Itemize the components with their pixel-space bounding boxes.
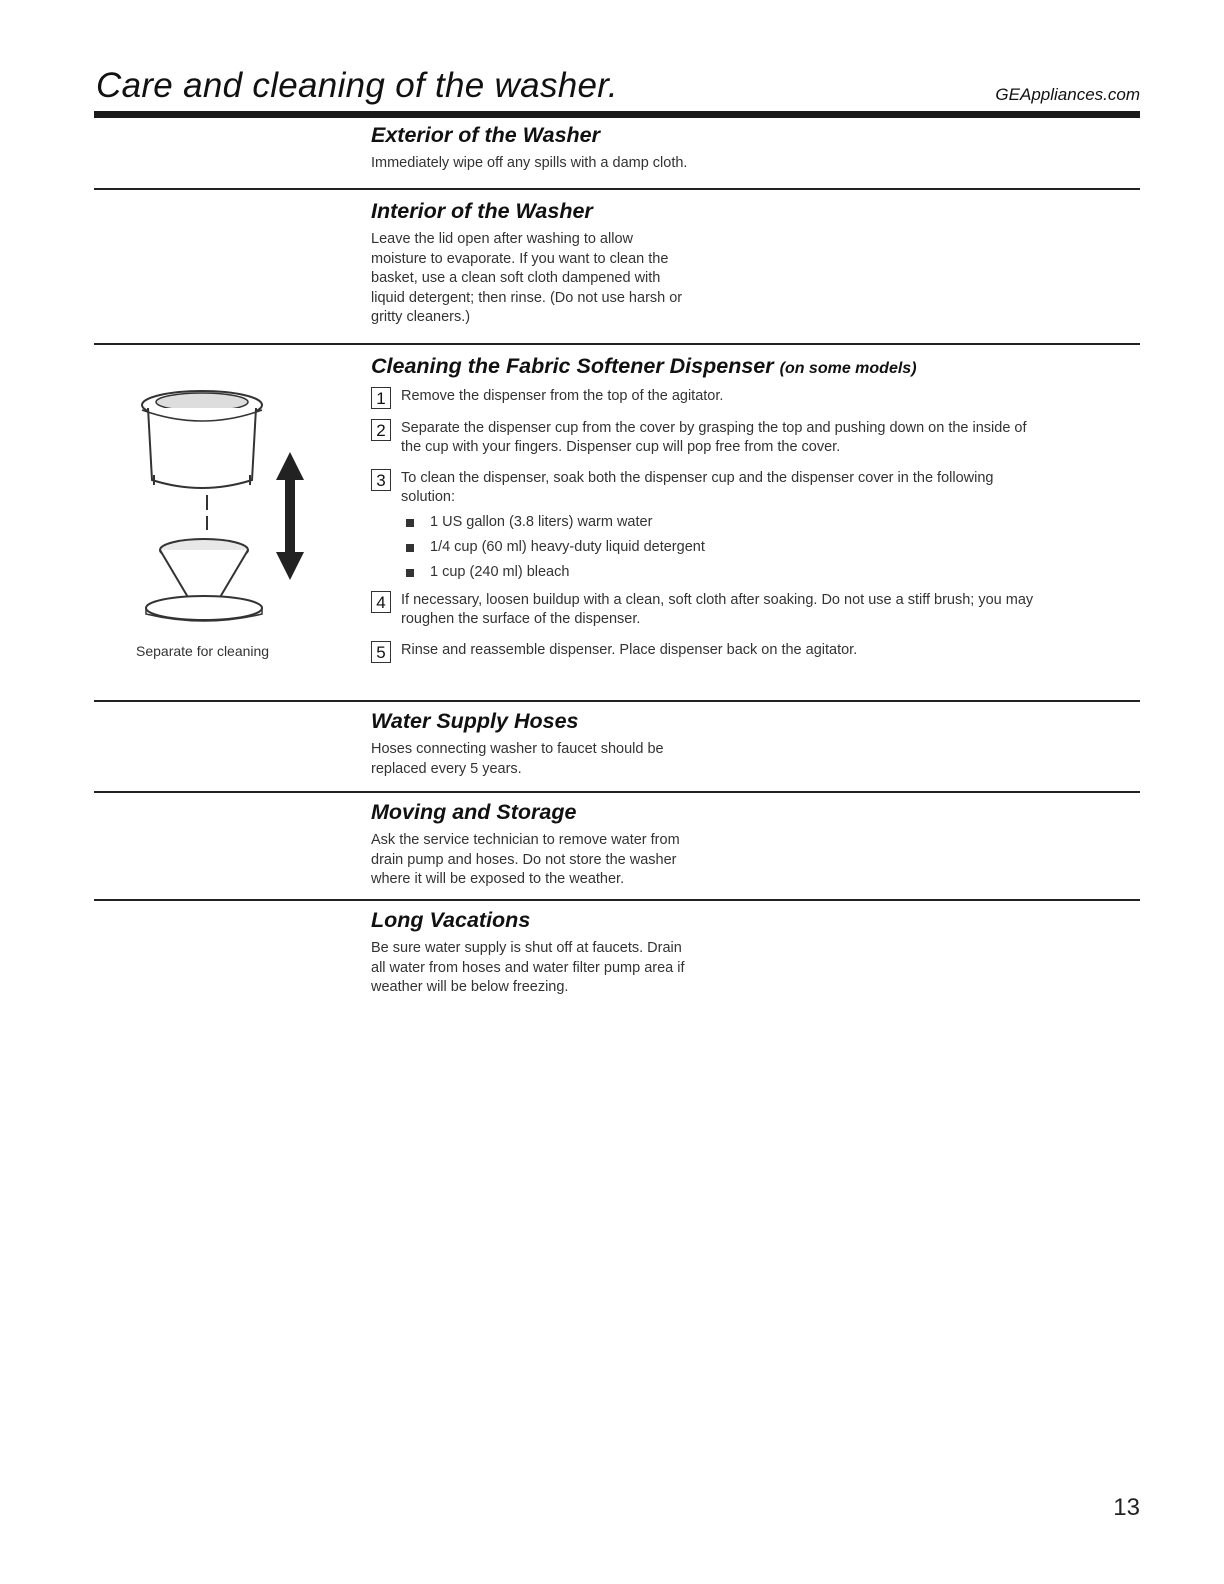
dispenser-illustration xyxy=(140,380,310,640)
section-hoses xyxy=(371,709,1131,779)
step-number: 2 xyxy=(371,419,391,441)
step-4: 4 If necessary, loosen buildup with a clean, soft cloth after soaking. Do not use a stiff brush; you may roughen the surface of the dispenser. xyxy=(371,591,1131,630)
step-number: 1 xyxy=(371,387,391,409)
section-text: Immediately wipe off any spills with a damp cloth. xyxy=(371,155,688,171)
page-number: 13 xyxy=(1113,1494,1140,1521)
section-title: Cleaning the Fabric Softener Dispenser (on some models) xyxy=(371,354,917,378)
section-dispenser xyxy=(371,354,1131,660)
list-item: 1/4 cup (60 ml) heavy-duty liquid detergent xyxy=(406,535,1131,560)
step-3: 3 To clean the dispenser, soak both the dispenser cup and the dispenser cover in the following solution: xyxy=(371,469,1131,508)
site-url: GEAppliances.com xyxy=(995,85,1140,104)
divider xyxy=(94,700,1140,702)
illustration-caption: Separate for cleaning xyxy=(136,643,270,659)
section-text: Leave the lid open after washing to allow moisture to evaporate. If you want to clean the basket, use a clean soft cloth dampened with liquid detergent; then rinse. (Do not use harsh or gritty cleaners.) xyxy=(371,231,683,325)
step-number: 5 xyxy=(371,641,391,663)
step-2: 2 Separate the dispenser cup from the cover by grasping the top and pushing down on the inside of the cup with your fingers. Dispenser cup will pop free from the cover. xyxy=(371,419,1131,458)
divider xyxy=(94,343,1140,345)
header-rule xyxy=(94,111,1140,118)
section-vacations xyxy=(371,908,1131,998)
step-number: 3 xyxy=(371,469,391,491)
section-interior xyxy=(371,199,1131,328)
section-title: Interior of the Washer xyxy=(371,199,593,223)
list-item: 1 cup (240 ml) bleach xyxy=(406,560,1131,585)
section-title: Exterior of the Washer xyxy=(371,123,600,147)
section-title: Moving and Storage xyxy=(371,800,577,824)
section-exterior xyxy=(371,123,1131,174)
section-text: Ask the service technician to remove water from drain pump and hoses. Do not store the washer where it will be exposed to the weather. xyxy=(371,832,680,887)
section-text: Hoses connecting washer to faucet should be replaced every 5 years. xyxy=(371,741,664,777)
step-5: 5 Rinse and reassemble dispenser. Place dispenser back on the agitator. xyxy=(371,641,1131,661)
solution-list xyxy=(371,510,1131,585)
step-number: 4 xyxy=(371,591,391,613)
divider xyxy=(94,188,1140,190)
list-item: 1 US gallon (3.8 liters) warm water xyxy=(406,510,1131,535)
section-title: Water Supply Hoses xyxy=(371,709,579,733)
page-title: Care and cleaning of the washer. xyxy=(96,66,618,105)
section-title: Long Vacations xyxy=(371,908,531,932)
divider xyxy=(94,899,1140,901)
section-text: Be sure water supply is shut off at faucets. Drain all water from hoses and water filter pump area if weather will be below freezing. xyxy=(371,940,685,995)
section-moving xyxy=(371,800,1131,890)
section-subtitle: (on some models) xyxy=(779,360,917,377)
step-1: 1 Remove the dispenser from the top of the agitator. xyxy=(371,387,1131,407)
divider xyxy=(94,791,1140,793)
